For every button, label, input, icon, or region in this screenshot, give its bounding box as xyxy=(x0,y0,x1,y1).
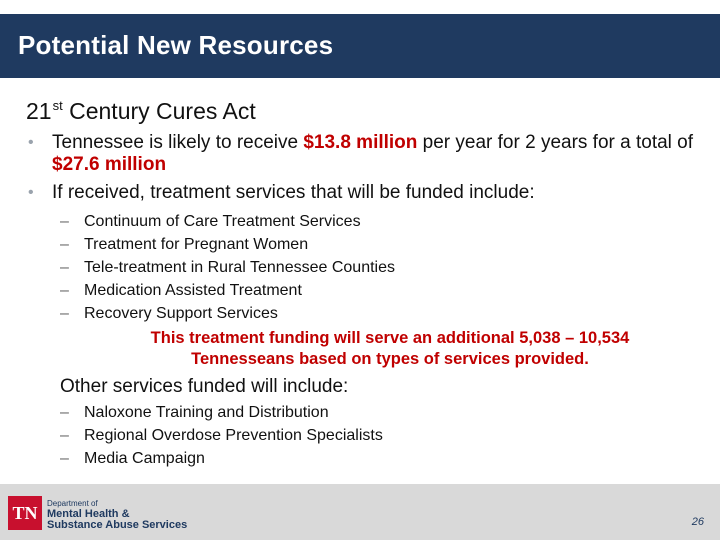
heading-number: 21 xyxy=(26,98,52,124)
bullet-icon: • xyxy=(28,134,34,151)
logo-line-2: Mental Health & xyxy=(47,508,130,520)
title-bar xyxy=(0,14,720,78)
list-item: – Naloxone Training and Distribution xyxy=(60,401,580,424)
other-services-heading: Other services funded will include: xyxy=(60,376,349,397)
bullet-funding xyxy=(26,132,706,176)
amount-per-year: $13.8 million xyxy=(303,132,418,153)
logo-line-1: Department of xyxy=(47,499,98,508)
list-item: – Recovery Support Services xyxy=(60,302,580,325)
dash-icon: – xyxy=(60,305,69,322)
list-item: – Medication Assisted Treatment xyxy=(60,279,580,302)
bullet-text-mid: per year for 2 years for a total of xyxy=(417,132,694,153)
list-item: – Media Campaign xyxy=(60,447,580,470)
dash-icon: – xyxy=(60,236,69,253)
dash-icon: – xyxy=(60,404,69,421)
dash-icon: – xyxy=(60,213,69,230)
other-services-list xyxy=(60,401,580,470)
main-bullets xyxy=(26,132,706,210)
footer xyxy=(0,484,720,540)
section-heading xyxy=(26,98,256,125)
heading-text: Century Cures Act xyxy=(62,98,256,124)
list-item: – Treatment for Pregnant Women xyxy=(60,233,580,256)
slide-title: Potential New Resources xyxy=(18,30,334,60)
page-number: 26 xyxy=(691,516,704,528)
dash-icon: – xyxy=(60,427,69,444)
dash-icon: – xyxy=(60,282,69,299)
bullet-treatment-intro xyxy=(26,182,706,204)
heading-superscript: st xyxy=(52,98,63,113)
callout-line-1: This treatment funding will serve an additional 5,038 – 10,534 xyxy=(150,329,630,347)
logo-line-3: Substance Abuse Services xyxy=(47,519,188,531)
department-logo-text xyxy=(47,498,187,531)
bullet-icon: • xyxy=(28,184,34,201)
bullet-text-pre: Tennessee is likely to receive xyxy=(52,132,304,153)
dash-icon: – xyxy=(60,259,69,276)
funding-callout xyxy=(60,328,720,370)
list-item: – Regional Overdose Prevention Specialists xyxy=(60,424,580,447)
bullet-text: If received, treatment services that will be funded include: xyxy=(52,182,535,203)
treatment-services-list xyxy=(60,210,580,325)
callout-line-2: Tennesseans based on types of services provided. xyxy=(191,350,589,368)
tn-logo-icon: TN xyxy=(8,496,42,530)
list-item: – Continuum of Care Treatment Services xyxy=(60,210,580,233)
dash-icon: – xyxy=(60,450,69,467)
amount-total: $27.6 million xyxy=(52,154,167,175)
list-item: – Tele-treatment in Rural Tennessee Counties xyxy=(60,256,580,279)
